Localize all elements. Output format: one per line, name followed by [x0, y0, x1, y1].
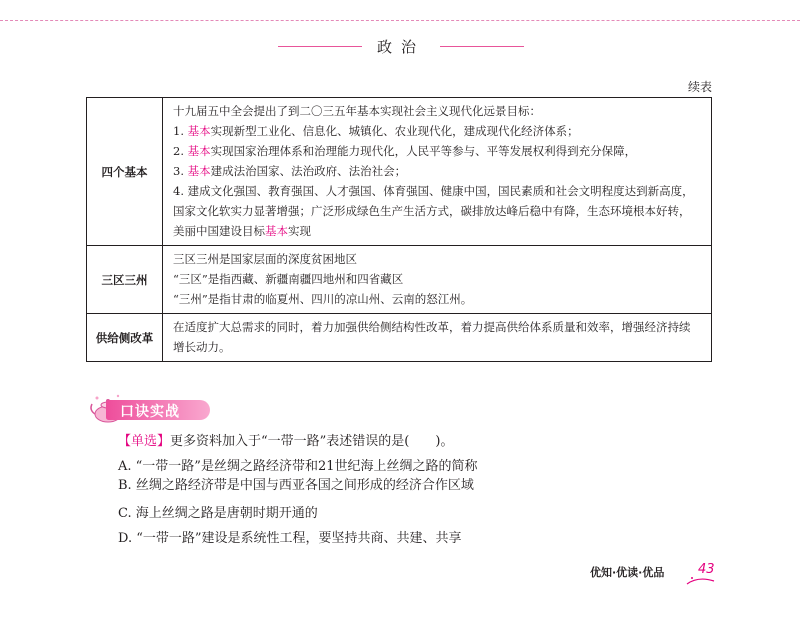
continued-label: 续表 — [687, 80, 712, 94]
option-d: D. “一带一路”建设是系统性工程，要坚持共商、共建、共享 — [118, 531, 462, 546]
header-rule-right — [440, 46, 524, 47]
top-dashed-border — [0, 20, 800, 21]
footer-slogan: 优知·优读·优品 — [590, 566, 665, 579]
row-content — [163, 246, 712, 314]
row-label: 四个基本 — [87, 98, 163, 246]
row-content — [163, 98, 712, 246]
row-label: 供给侧改革 — [87, 314, 163, 362]
line-text: 在适度扩大总需求的同时，着力加强供给侧结构性改革，着力提高供给体系质量和效率，增强经济持续增长动力。 — [173, 320, 691, 354]
line-text: 4. 建成文化强国、教育强国、人才强国、体育强国、健康中国，国民素质和社会文明程度达到新高度，国家文化软实力显著增强；广泛形成绿色生产生活方式，碳排放达峰后稳中有降，生态环境根本好转，美丽中国建设目标 — [173, 184, 694, 238]
swirl-icon — [686, 576, 716, 586]
row-label: 三区三州 — [87, 246, 163, 314]
table-row — [87, 98, 712, 246]
question-type-tag: 【单选】 — [118, 434, 171, 449]
option-c: C. 海上丝绸之路是唐朝时期开通的 — [118, 506, 318, 521]
line-text: 2. — [173, 144, 188, 158]
line-text: 三区三州是国家层面的深度贫困地区 — [173, 252, 357, 266]
highlight-keyword: 基本 — [187, 124, 211, 138]
question-stem — [118, 430, 453, 449]
line-text: 实现 — [288, 224, 311, 238]
section-banner — [88, 392, 208, 426]
page-number: 43 — [698, 562, 715, 577]
content-line — [173, 249, 701, 269]
line-text: “三区”是指西藏、新疆南疆四地州和四省藏区 — [173, 272, 404, 286]
content-line — [173, 317, 701, 357]
content-line — [173, 161, 701, 181]
content-line — [173, 141, 701, 161]
table-row — [87, 314, 712, 362]
content-line — [173, 121, 701, 141]
row-content — [163, 314, 712, 362]
line-text: 3. — [173, 164, 188, 178]
subject-title: 政治 — [376, 38, 425, 56]
content-line — [173, 101, 701, 121]
line-text: 建成法治国家、法治政府、法治社会； — [210, 164, 407, 178]
line-text: 实现国家治理体系和治理能力现代化，人民平等参与、平等发展权利得到充分保障， — [210, 144, 637, 158]
summary-table — [86, 97, 712, 362]
option-a: A. “一带一路”是丝绸之路经济带和21世纪海上丝绸之路的简称 — [118, 459, 478, 474]
page-header — [0, 34, 800, 58]
section-title: 口诀实战 — [120, 404, 180, 420]
table-row — [87, 246, 712, 314]
content-line — [173, 181, 701, 241]
question-text: 更多资料加入于“一带一路”表述错误的是( )。 — [170, 434, 454, 449]
option-b: B. 丝绸之路经济带是中国与西亚各国之间形成的经济合作区域 — [118, 478, 474, 493]
line-text: 实现新型工业化、信息化、城镇化、农业现代化，建成现代化经济体系； — [210, 124, 579, 138]
header-rule-left — [278, 46, 362, 47]
content-line — [173, 269, 701, 289]
highlight-keyword: 基本 — [265, 224, 288, 238]
content-line — [173, 289, 701, 309]
line-text: “三州”是指甘肃的临夏州、四川的凉山州、云南的怒江州。 — [173, 292, 473, 306]
highlight-keyword: 基本 — [187, 164, 211, 178]
highlight-keyword: 基本 — [187, 144, 211, 158]
line-text: 十九届五中全会提出了到二〇三五年基本实现社会主义现代化远景目标： — [173, 104, 541, 118]
line-text: 1. — [173, 124, 188, 138]
